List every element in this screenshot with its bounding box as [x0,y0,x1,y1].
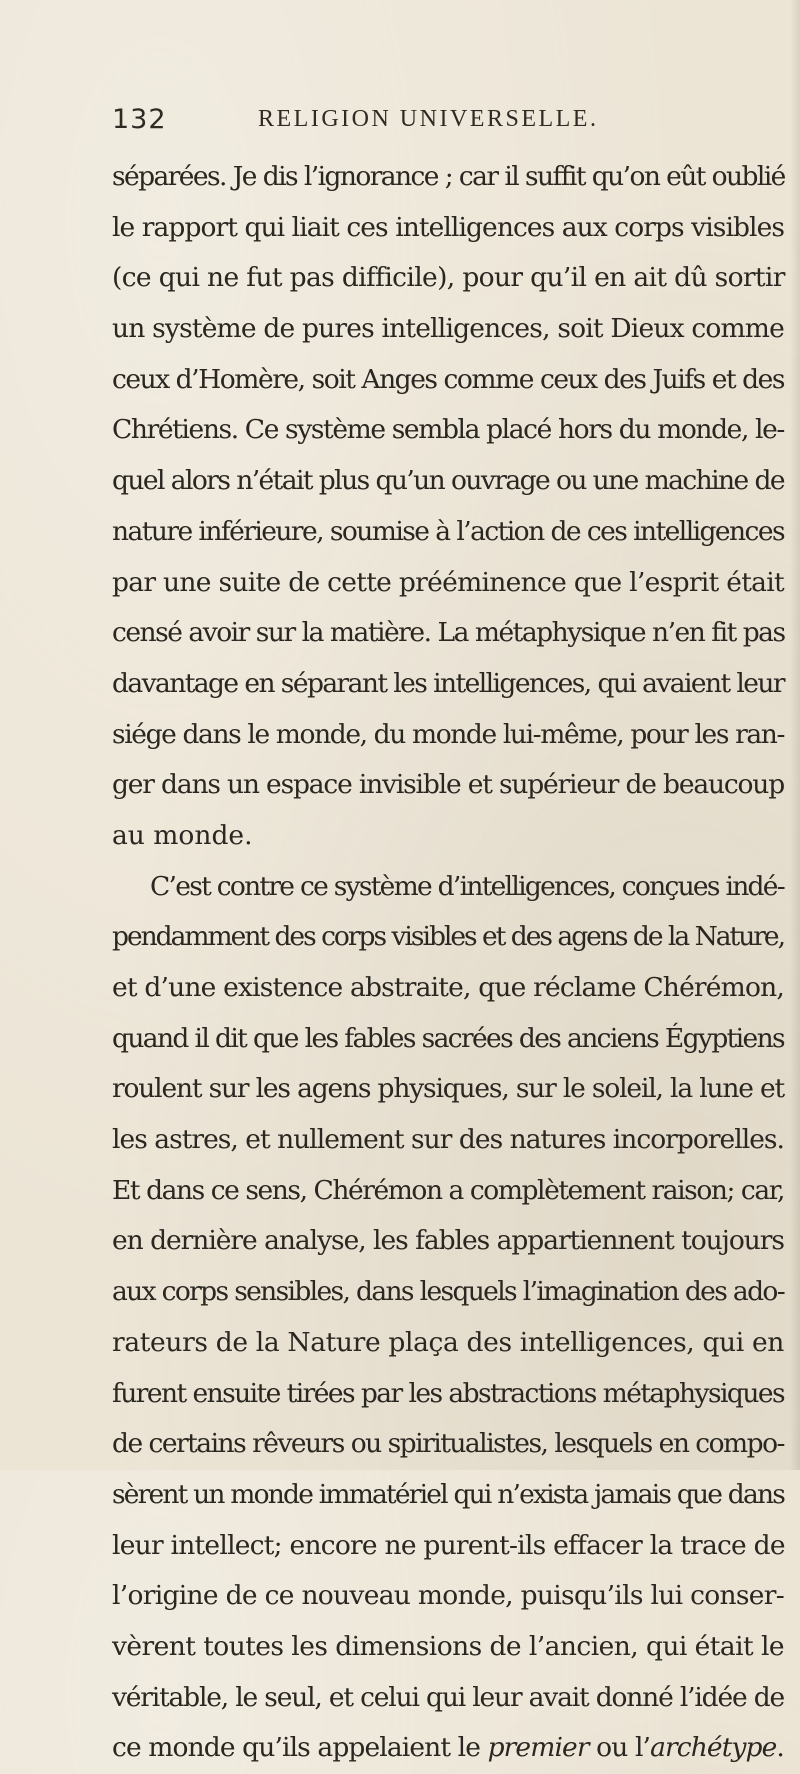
text-line: quel alors n’était plus qu’un ouvrage ou une machine de [112,465,784,497]
body-text [112,152,798,1774]
text-line: un système de pures intelligences, soit Dieux comme [112,313,784,345]
text-line: nature inférieure, soumise à l’action de ces intelligences [112,515,784,547]
text-line: véritable, le seul, et celui qui leur avait donné l’idée de [112,1681,784,1713]
text-line: sèrent un monde immatériel qui n’exista jamais que dans [112,1478,784,1510]
text-line: roulent sur les agens physiques, sur le soleil, la lune et [112,1073,784,1105]
text-line: rateurs de la Nature plaça des intelligences, qui en [112,1326,784,1358]
text-line: ceux d’Homère, soit Anges comme ceux des Juifs et des [112,363,784,395]
last-line-start: ce monde qu’ils appelaient le [112,1732,488,1764]
page-number: 132 [112,104,167,135]
text-line: (ce qui ne fut pas difficile), pour qu’il en ait dû sortir [112,262,785,294]
text-line: en dernière analyse, les fables appartiennent toujours [112,1225,784,1257]
last-line-middle: ou l’ [588,1732,651,1764]
text-line: furent ensuite tirées par les abstractions métaphysiques [112,1377,784,1409]
running-title: RELIGION UNIVERSELLE. [258,106,599,132]
text-line: le rapport qui liait ces intelligences aux corps visibles [112,211,784,243]
text-line: et d’une existence abstraite, que réclame Chérémon, [112,972,784,1003]
running-head [112,104,722,144]
text-line: au monde. [112,819,253,851]
last-line-end: . [776,1732,784,1764]
text-line: par une suite de cette prééminence que l’esprit était [112,566,784,598]
last-text-line [112,1723,798,1774]
text-line: l’origine de ce nouveau monde, puisqu’ils lui conser- [112,1580,784,1612]
text-line: vèrent toutes les dimensions de l’ancien, qui était le [112,1630,784,1662]
text-line: Et dans ce sens, Chérémon a complètement raison; car, [112,1174,784,1206]
italic-term-premier: premier [487,1732,589,1764]
text-line: siége dans le monde, du monde lui-même, pour les ran- [112,718,784,750]
text-line: pendamment des corps visibles et des agens de la Nature, [112,921,784,953]
text-line: leur intellect; encore ne purent-ils effacer la trace de [112,1529,785,1561]
text-line: ger dans un espace invisible et supérieur de beaucoup [112,769,784,801]
text-line: quand il dit que les fables sacrées des anciens Égyptiens [112,1022,784,1054]
text-line: Chrétiens. Ce système sembla placé hors du monde, le- [112,414,785,446]
text-line: de certains rêveurs ou spiritualistes, lesquels en compo- [112,1428,784,1460]
text-line: davantage en séparant les intelligences, qui avaient leur [112,667,784,699]
italic-term-archetype: archétype [650,1732,777,1764]
text-line: censé avoir sur la matière. La métaphysique n’en fit pas [112,617,785,649]
paragraph-start-line: C’est contre ce système d’intelligences, conçues indé- [150,870,784,902]
page-edge-shadow [790,0,800,1470]
text-line: aux corps sensibles, dans lesquels l’imagination des ado- [112,1276,785,1308]
text-line: les astres, et nullement sur des natures incorporelles. [112,1124,784,1156]
text-line: séparées. Je dis l’ignorance ; car il suffit qu’on eût oublié [112,161,785,192]
